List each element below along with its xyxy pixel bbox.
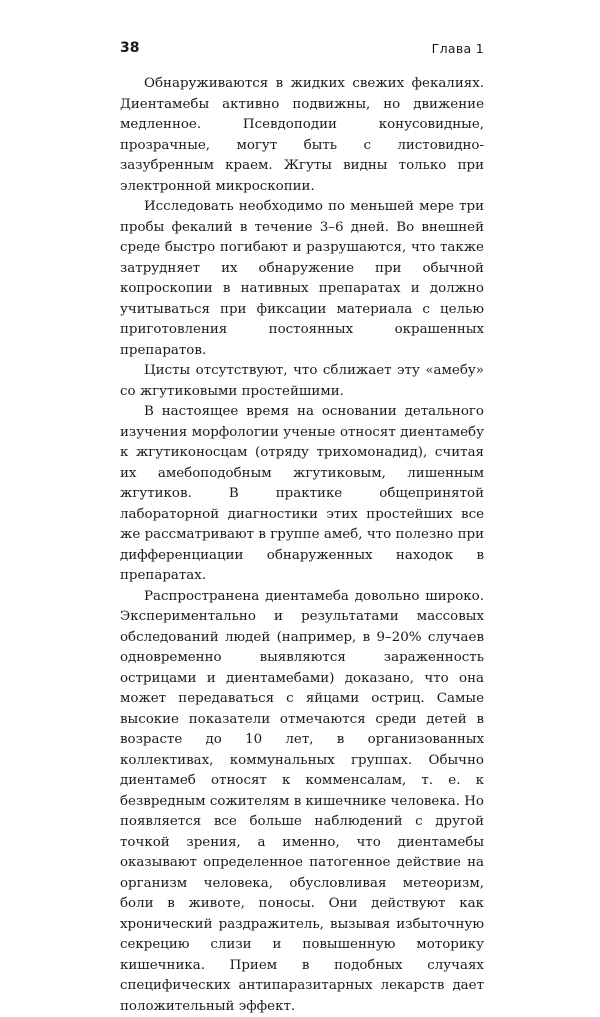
- body-text: [120, 74, 484, 1017]
- paragraph: Обнаруживаются в жидких свежих фекалиях. Диентамебы активно подвижны, но движение медленное. Псевдоподии конусовидные, прозрачные, могут быть с листовидно-зазубренным краем. Жгуты видны только при электронной микроскопии.: [120, 74, 484, 197]
- page-number: 38: [120, 40, 139, 56]
- paragraph: Исследовать необходимо по меньшей мере три пробы фекалий в течение 3–6 дней. Во внешней среде быстро погибают и разрушаются, что также затрудняет их обнаружение при обычной копроскопии в нативных препаратах и должно учитываться при фиксации материала с целью приготовления постоянных окрашенных препаратов.: [120, 197, 484, 361]
- paragraph: В настоящее время на основании детального изучения морфологии ученые относят диентамебу к жгутиконосцам (отряду трихомонадид), считая их амебоподобным жгутиковым, лишенным жгутиков. В практике общепринятой лабораторной диагностики этих простейших все же рассматривают в группе амеб, что полезно при дифференциации обнаруженных находок в препаратах.: [120, 402, 484, 587]
- paragraph: Распространена диентамеба довольно широко. Экспериментально и результатами массовых обследований людей (например, в 9–20% случаев одновременно выявляются зараженность острицами и диентамебами) доказано, что она может передаваться с яйцами остриц. Самые высокие показатели отмечаются среди детей в возрасте до 10 лет, в организованных коллективах, коммунальных группах. Обычно диентамеб относят к комменсалам, т. е. к безвредным сожителям в кишечнике человека. Но появляется все больше наблюдений с другой точкой зрения, а именно, что диентамебы оказывают определенное патогенное действие на организм человека, обусловливая метеоризм, боли в животе, поносы. Они действуют как хронический раздражитель, вызывая избыточную секрецию слизи и повышенную моторику кишечника. Прием в подобных случаях специфических антипаразитарных лекарств дает положительный эффект.: [120, 587, 484, 1017]
- chapter-title: Глава 1: [432, 41, 484, 56]
- paragraph: Цисты отсутствуют, что сближает эту «амебу» со жгутиковыми простейшими.: [120, 361, 484, 402]
- page-header: [120, 40, 484, 60]
